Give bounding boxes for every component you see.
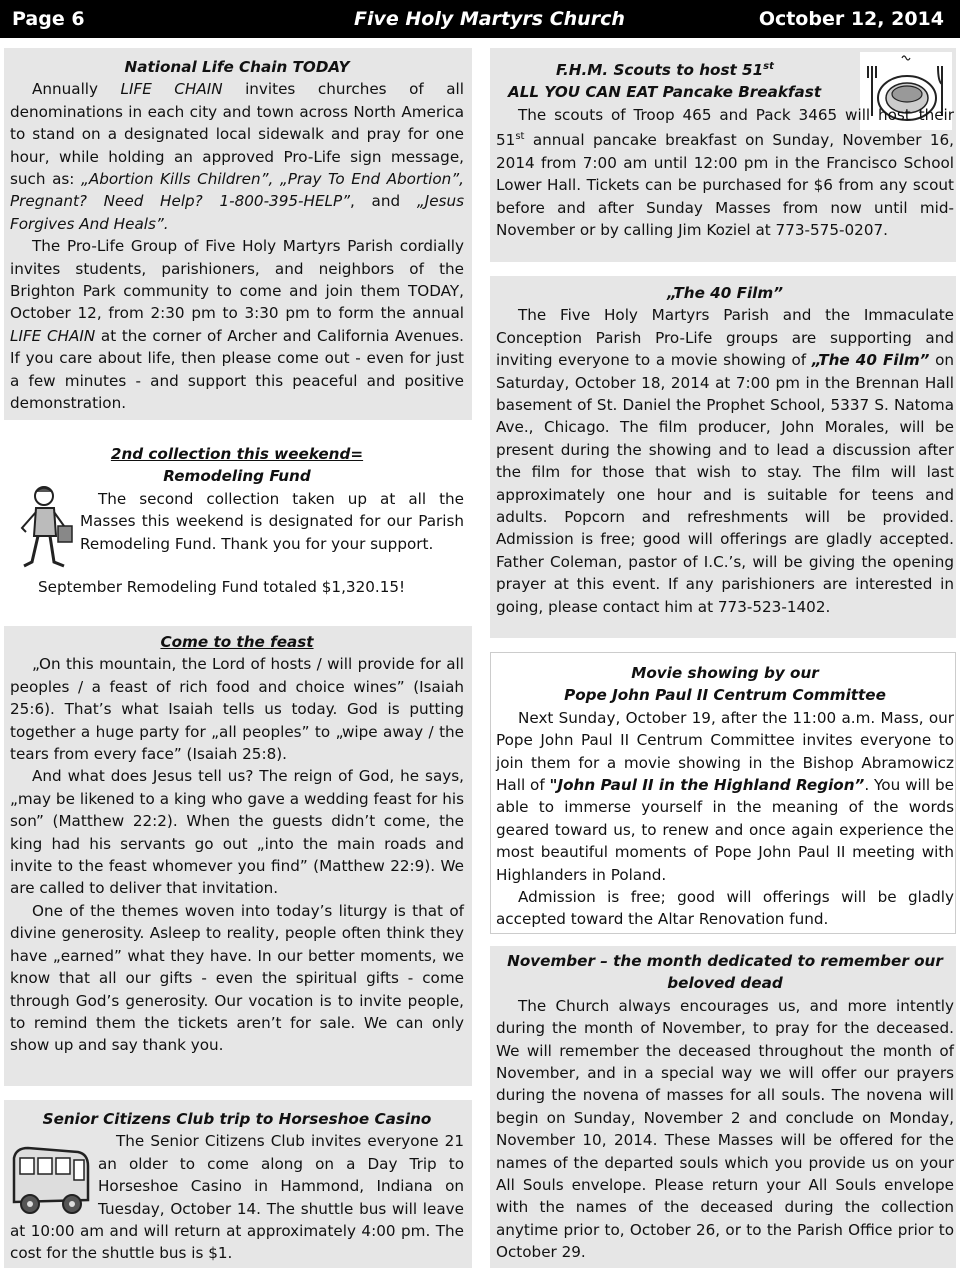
collection-article (10, 443, 464, 598)
life-chain-article (10, 56, 464, 415)
film-title: „The 40 Film” (666, 284, 783, 302)
feast-article (10, 631, 464, 1057)
sign-messages: „Abortion Kills Children”, „Pray To End Abortion”, Pregnant? Need Help? 1-800-395-HELP” (10, 170, 464, 211)
shuttle-bus-icon (8, 1140, 94, 1220)
scouts-body: The scouts of Troop 465 and Pack 3465 will host their 51st annual pancake breakfast on Sunday, November 16, 2014 from 7:00 am until 12:00 pm in the Francisco School Lower Hall. Tickets can be purchased for $6 from any scout before and after Sunday Masses from now until mid-November or by calling Jim Koziel at 773-575-0207. (496, 105, 954, 239)
movie-paragraph-1: Next Sunday, October 19, after the 11:00 a.m. Mass, our Pope John Paul II Centrum Committee invites everyone to join them for a movie showing in the Bishop Abramowicz Hall of "John Paul II in the Highland Region”. You will be able to immerse yourself in the meaning of the words geared toward us, to renew and once again experience the most beautiful moments of Pope John Paul II meeting with Highlanders in Poland. (496, 708, 954, 884)
film-body: The Five Holy Martyrs Parish and the Immaculate Conception Parish Pro-Life groups are supporting and inviting everyone to a movie showing of „The 40 Film” on Saturday, October 18, 2014 at 7:00 pm in the Brennan Hall basement of St. Daniel the Prophet School, 5337 S. Natoma Ave., Chicago. The film producer, John Morales, will be present during the showing and to lead a discussion after the film for those that wish to stay. The film will last approximately one hour and is suitable for teens and adults. Popcorn and refreshments will be provided. Admission is free; good will offerings are gladly accepted. Father Coleman, pastor of I.C.’s, will be giving the opening prayer at this event. If any parishioners are interested in going, please contact him at 773-523-1402. (496, 306, 955, 616)
scouts-article (496, 56, 954, 241)
life-chain-paragraph-2: The Pro-Life Group of Five Holy Martyrs Parish cordially invites students, parishioners, and neighbors of the Brighton Park community to come and join them TODAY, October 12, from 2:30 pm to 3:30 pm to form the annual LIFE CHAIN at the corner of Archer and California Avenues. If you care about life, then please come out - even for just a few minutes - and support this peaceful and positive demonstration. (10, 237, 465, 413)
casino-title: Senior Citizens Club trip to Horseshoe Casino (42, 1110, 432, 1128)
feast-paragraph-3: One of the themes woven into today’s liturgy is that of divine generosity. Asleep to reality, people often think they have „earned” what they have. In our better moments, we know that all our gifts - even the spiritual gifts - come through God’s generosity. Our vocation is to invite people, to remind them the tickets aren’t for sale. We can only show up and say thank you. (10, 901, 464, 1055)
casino-body: The Senior Citizens Club invites everyone 21 an older to come along on a Day Trip to Horseshoe Casino in Hammond, Indiana on Tuesday, October 14. The shuttle bus will leave at 10:00 am and will return at approximately 4:00 pm. The cost for the shuttle bus is $1. (10, 1132, 464, 1263)
scouts-title-2: ALL YOU CAN EAT Pancake Breakfast (508, 83, 822, 102)
collection-title-2: Remodeling Fund (163, 467, 311, 486)
feast-title: Come to the feast (160, 633, 314, 651)
feast-paragraph-2: And what does Jesus tell us? The reign of God, he says, „may be likened to a king who gave a wedding feast for his son” (Matthew 22:2). When the guests didn’t come, the king had his servants go out „into the main roads and invite to the feast whomever you find” (Matthew 22:9). We are called to deliver that invitation. (10, 767, 464, 898)
movie-paragraph-2: Admission is free; good will offerings will be gladly accepted toward the Altar Renovation fund. (496, 888, 954, 929)
scouts-title-1: F.H.M. Scouts to host 51st (556, 61, 774, 80)
life-chain-title: National Life Chain TODAY (124, 58, 350, 76)
issue-date: October 12, 2014 (758, 8, 944, 30)
life-chain-paragraph-1: Annually LIFE CHAIN invites churches of all denominations in each city and town across North America to stand on a designated local sidewalk and pray for one hour, while holding an approved Pro-Life sign message, such as: „Abortion Kills Children”, „Pray To End Abortion”, Pregnant? Need Help? 1-800-395-HELP”, and „Jesus Forgives And Heals”. (10, 80, 464, 233)
feast-paragraph-1: „On this mountain, the Lord of hosts / will provide for all peoples / a feast of rich food and choice wines” (Isaiah 25:6). That’s what Isaiah tells us today. God is putting together a huge party for „all peoples” to „wipe away / the tears from every face” (Isaiah 25:8). (10, 655, 464, 764)
page-header (0, 0, 960, 38)
november-body: The Church always encourages us, and more intently during the month of November, to pray for the deceased. We will remember the deceased throughout the month of November, and in a special way we will offer our prayers during the novena of masses for all souls. The novena will begin on Sunday, November 2 and conclude on Monday, November 10, 2014. These Masses will be offered for the names of the departed souls which you provide us on your All Souls envelope. Please return your All Souls envelope with the names of the deceased during the collection anytime prior to, October 26, or to the Parish Office prior to October 29. (496, 996, 954, 1262)
movie-title-2: Pope John Paul II Centrum Committee (564, 686, 886, 705)
november-article (496, 950, 954, 1264)
collection-total: September Remodeling Fund totaled $1,320.15! (38, 577, 406, 596)
movie-title-1: Movie showing by our (631, 664, 819, 682)
film-article (496, 282, 954, 618)
page-number: Page 6 (12, 8, 85, 30)
collection-body: The second collection taken up at all the Masses this weekend is designated for our Parish Remodeling Fund. Thank you for your support. (80, 489, 464, 553)
church-name: Five Holy Martyrs Church (354, 8, 625, 30)
walking-man-with-bag-icon (14, 482, 76, 570)
movie-article (496, 662, 954, 931)
collection-title-1: 2nd collection this weekend= (110, 445, 364, 463)
november-title: November – the month dedicated to remember our beloved dead (507, 952, 943, 993)
